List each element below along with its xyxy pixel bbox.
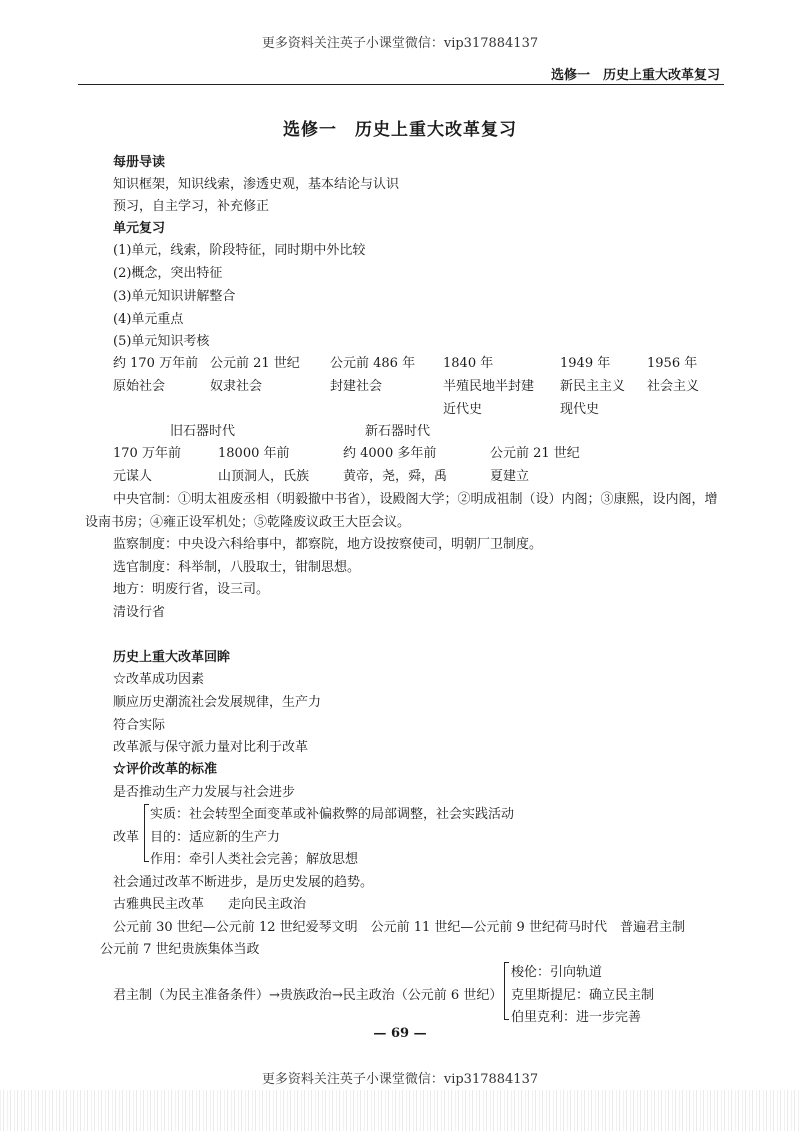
central-system-text: 中央官制：①明太祖废丞相（明毅撤中书省），设殿阁大学；②明成祖制（设）内阁；③康熙，设内阁，增	[113, 492, 718, 507]
timeline1-sub: 近代史	[443, 402, 483, 417]
eval-heading: ☆评价改革的标准	[113, 762, 218, 777]
timeline2-date: 18000 年前	[218, 446, 290, 461]
timeline1-period: 半殖民地半封建	[443, 379, 535, 394]
brace-item: 目的：适应新的生产力	[150, 830, 281, 845]
success-item: 改革派与保守派力量对比利于改革	[113, 740, 309, 755]
unit-review-item: (4)单元重点	[113, 312, 184, 327]
brace-item: 作用：牵引人类社会完善；解放思想	[150, 852, 359, 867]
greece-line: 公元前 30 世纪—公元前 12 世纪爱琴文明 公元前 11 世纪—公元前 9 世纪荷马时代 普遍君主制	[113, 920, 685, 935]
bottom-watermark: 更多资料关注英子小课堂微信：vip317884137	[261, 1072, 539, 1087]
timeline1-date: 1956 年	[647, 356, 698, 371]
timeline1-date: 公元前 486 年	[330, 356, 416, 371]
page-number: — 69 —	[373, 1026, 427, 1041]
timeline1-period: 原始社会	[113, 379, 166, 394]
timeline1-sub: 现代史	[560, 402, 600, 417]
scan-noise	[0, 1090, 800, 1131]
unit-review-item: (1)单元，线索，阶段特征，同时期中外比较	[113, 243, 366, 258]
timeline1-period: 社会主义	[647, 379, 700, 394]
branch-item: 梭伦：引向轨道	[511, 965, 603, 980]
timeline2-era: 旧石器时代	[170, 424, 236, 439]
supervision-text: 监察制度：中央设六科给事中，都察院，地方设按察使司，明朝厂卫制度。	[113, 537, 543, 552]
brace-label: 改革	[113, 830, 140, 845]
success-item: 符合实际	[113, 718, 166, 733]
header-rule	[78, 84, 724, 85]
left-brace	[144, 804, 149, 862]
reform-heading: 历史上重大改革回眸	[113, 650, 231, 665]
branch-item: 克里斯提尼：确立民主制	[511, 988, 655, 1003]
timeline1-date: 约 170 万年前	[113, 356, 199, 371]
timeline2-item: 夏建立	[490, 469, 530, 484]
timeline1-date: 公元前 21 世纪	[210, 356, 300, 371]
unit-review-heading: 单元复习	[113, 221, 166, 236]
selection-text: 选官制度：科举制，八股取士，钳制思想。	[113, 560, 361, 575]
intro-line: 预习，自主学习，补充修正	[113, 199, 270, 214]
timeline2-era: 新石器时代	[365, 424, 431, 439]
timeline1-period: 封建社会	[330, 379, 383, 394]
qing-text: 清设行省	[113, 605, 166, 620]
central-system-text: 设南书房；④雍正设军机处；⑤乾隆废议政王大臣会议。	[85, 515, 411, 530]
branch-item: 伯里克利：进一步完善	[511, 1010, 642, 1025]
left-brace	[504, 962, 509, 1020]
greece-line: 公元前 7 世纪贵族集体当政	[100, 942, 260, 957]
page-title: 选修一 历史上重大改革复习	[283, 120, 517, 140]
timeline2-date: 公元前 21 世纪	[490, 446, 580, 461]
eval-text: 是否推动生产力发展与社会进步	[113, 785, 296, 800]
timeline1-period: 新民主主义	[560, 379, 626, 394]
greece-subheading: 走向民主政治	[228, 897, 307, 912]
unit-review-item: (5)单元知识考核	[113, 334, 210, 349]
success-item: 顺应历史潮流社会发展规律，生产力	[113, 695, 322, 710]
timeline2-date: 约 4000 多年前	[343, 446, 437, 461]
local-text: 地方：明废行省，设三司。	[113, 582, 270, 597]
intro-line: 知识框架，知识线索，渗透史观，基本结论与认识	[113, 177, 400, 192]
success-heading: ☆改革成功因素	[113, 672, 205, 687]
timeline2-item: 黄帝，尧，舜，禹	[343, 469, 448, 484]
timeline2-date: 170 万年前	[113, 446, 181, 461]
democracy-chain: 君主制（为民主准备条件）→贵族政治→民主政治（公元前 6 世纪）	[113, 988, 503, 1003]
timeline1-date: 1840 年	[443, 356, 494, 371]
unit-review-item: (2)概念，突出特征	[113, 266, 223, 281]
greece-heading: 古雅典民主改革	[113, 897, 205, 912]
top-watermark: 更多资料关注英子小课堂微信：vip317884137	[261, 36, 539, 51]
timeline2-item: 元谋人	[113, 469, 153, 484]
running-header: 选修一 历史上重大改革复习	[550, 68, 720, 83]
timeline1-period: 奴隶社会	[210, 379, 263, 394]
trend-text: 社会通过改革不断进步，是历史发展的趋势。	[113, 875, 374, 890]
brace-item: 实质：社会转型全面变革或补偏救弊的局部调整，社会实践活动	[150, 807, 515, 822]
intro-heading: 每册导读	[113, 155, 166, 170]
timeline2-item: 山顶洞人，氏族	[218, 469, 310, 484]
unit-review-item: (3)单元知识讲解整合	[113, 289, 236, 304]
timeline1-date: 1949 年	[560, 356, 611, 371]
